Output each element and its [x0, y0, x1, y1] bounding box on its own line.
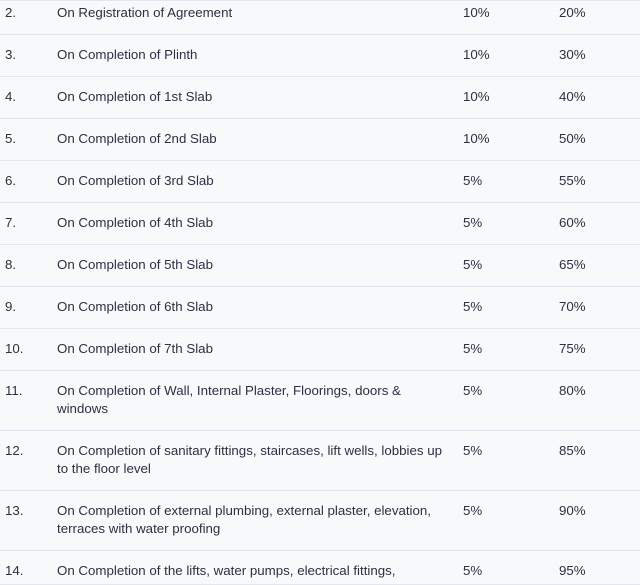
row-cumulative: 90% [559, 503, 586, 518]
row-cumulative: 55% [559, 173, 586, 188]
row-percent: 5% [463, 299, 483, 314]
row-serial: 14. [5, 563, 24, 578]
row-description: On Completion of the lifts, water pumps, electrical fittings, [57, 563, 396, 578]
row-serial: 13. [5, 503, 24, 518]
row-percent: 5% [463, 341, 483, 356]
table-row [0, 287, 640, 329]
row-cumulative: 40% [559, 89, 586, 104]
row-cumulative: 85% [559, 443, 586, 458]
table-row [0, 245, 640, 287]
row-percent: 5% [463, 173, 483, 188]
row-percent: 10% [463, 131, 490, 146]
row-description: On Completion of 5th Slab [57, 257, 213, 272]
row-description: On Completion of 4th Slab [57, 215, 213, 230]
row-description: On Completion of sanitary fittings, staircases, lift wells, lobbies up to the floor level [57, 443, 443, 476]
row-description: On Completion of 1st Slab [57, 89, 213, 104]
row-cumulative: 75% [559, 341, 586, 356]
table-row [0, 551, 640, 585]
row-cumulative: 50% [559, 131, 586, 146]
table-row [0, 35, 640, 77]
row-percent: 5% [463, 383, 483, 398]
row-description: On Completion of 7th Slab [57, 341, 213, 356]
row-cumulative: 60% [559, 215, 586, 230]
table-row [0, 1, 640, 35]
row-description: On Completion of 2nd Slab [57, 131, 217, 146]
row-percent: 10% [463, 47, 490, 62]
row-serial: 12. [5, 443, 24, 458]
table-row [0, 119, 640, 161]
row-description: On Completion of external plumbing, external plaster, elevation, terraces with water proofing [57, 503, 432, 536]
row-serial: 11. [5, 383, 23, 398]
row-percent: 5% [463, 503, 483, 518]
row-serial: 9. [5, 299, 17, 314]
row-percent: 10% [463, 5, 490, 20]
row-serial: 10. [5, 341, 24, 356]
row-percent: 5% [463, 215, 483, 230]
row-description: On Registration of Agreement [57, 5, 233, 20]
row-description: On Completion of Wall, Internal Plaster, Floorings, doors & windows [57, 383, 401, 416]
row-cumulative: 65% [559, 257, 586, 272]
row-description: On Completion of 6th Slab [57, 299, 213, 314]
table-row [0, 161, 640, 203]
row-percent: 10% [463, 89, 490, 104]
row-serial: 2. [5, 5, 17, 20]
row-cumulative: 30% [559, 47, 586, 62]
row-serial: 4. [5, 89, 17, 104]
row-cumulative: 95% [559, 563, 586, 578]
row-serial: 8. [5, 257, 17, 272]
row-percent: 5% [463, 257, 483, 272]
row-serial: 7. [5, 215, 17, 230]
table-row [0, 491, 640, 551]
row-percent: 5% [463, 563, 483, 578]
row-serial: 5. [5, 131, 17, 146]
row-serial: 6. [5, 173, 17, 188]
table-row [0, 329, 640, 371]
row-description: On Completion of 3rd Slab [57, 173, 214, 188]
row-cumulative: 80% [559, 383, 586, 398]
row-percent: 5% [463, 443, 483, 458]
row-description: On Completion of Plinth [57, 47, 198, 62]
table-body [0, 1, 640, 585]
row-cumulative: 20% [559, 5, 586, 20]
table-row [0, 77, 640, 119]
table-row [0, 371, 640, 431]
table-row [0, 203, 640, 245]
row-cumulative: 70% [559, 299, 586, 314]
table-row [0, 431, 640, 491]
row-serial: 3. [5, 47, 17, 62]
